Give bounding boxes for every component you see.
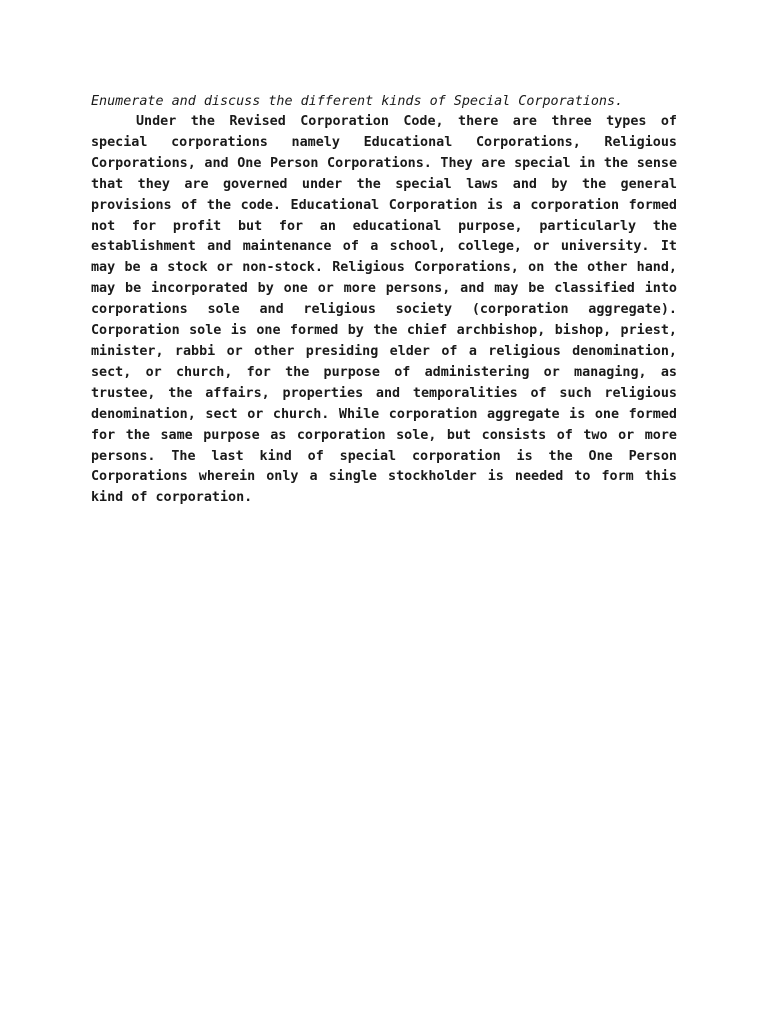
question-text: Enumerate and discuss the different kinds of Special Corporations. <box>91 94 624 109</box>
document-body <box>91 91 677 509</box>
answer-paragraph: Under the Revised Corporation Code, there are three types of special corporations namely Educational Corporations, Religious Corporations, and One Person Corporations. They are special in the sense that they are governed under the special laws and by the general provisions of the code. Educational Corporation is a corporation formed not for profit but for an educational purpose, particularly the establishment and maintenance of a school, college, or university. It may be a stock or non-stock. Religious Corporations, on the other hand, may be incorporated by one or more persons, and may be classified into corporations sole and religious society (corporation aggregate). Corporation sole is one formed by the chief archbishop, bishop, priest, minister, rabbi or other presiding elder of a religious denomination, sect, or church, for the purpose of administering or managing, as trustee, the affairs, properties and temporalities of such religious denomination, sect or church. While corporation aggregate is one formed for the same purpose as corporation sole, but consists of two or more persons. The last kind of special corporation is the One Person Corporations wherein only a single stockholder is needed to form this kind of corporation. <box>91 114 677 506</box>
